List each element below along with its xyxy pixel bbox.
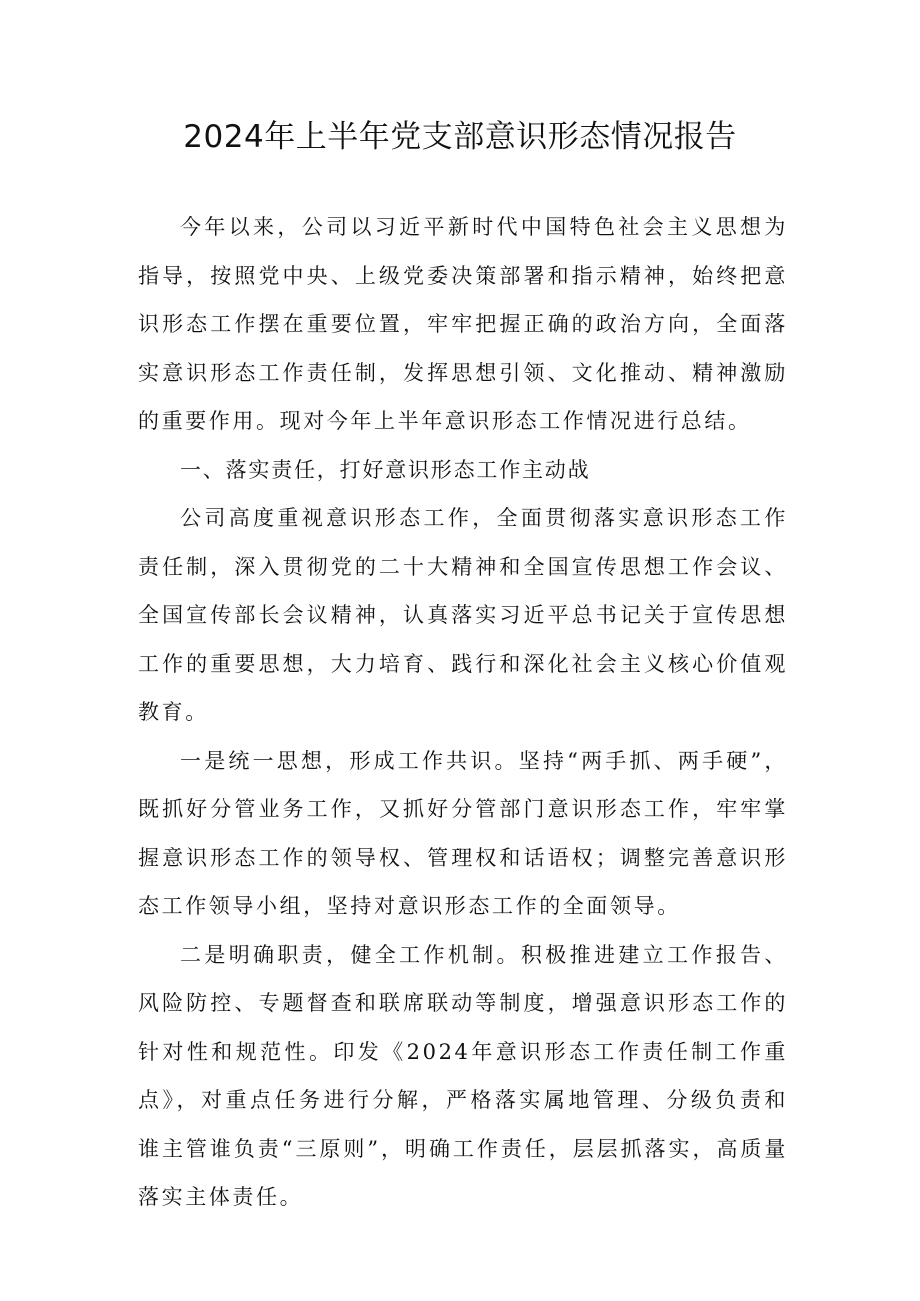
paragraph-point-1: 一是统一思想，形成工作共识。坚持“两手抓、两手硬”，既抓好分管业务工作，又抓好分管部门意识形态工作，牢牢掌握意识形态工作的领导权、管理权和话语权；调整完善意识形态工作领导小组，坚持对意识形态工作的全面领导。	[138, 748, 788, 918]
paragraph-section-1: 公司高度重视意识形态工作，全面贯彻落实意识形态工作责任制，深入贯彻党的二十大精神和全国宣传思想工作会议、全国宣传部长会议精神，认真落实习近平总书记关于宣传思想工作的重要思想，大力培育、践行和深化社会主义核心价值观教育。	[138, 506, 788, 724]
section-heading-1: 一、落实责任，打好意识形态工作主动战	[180, 457, 591, 482]
paragraph-point-2: 二是明确职责，健全工作机制。积极推进建立工作报告、风险防控、专题督查和联席联动等制度，增强意识形态工作的针对性和规范性。印发《2024年意识形态工作责任制工作重点》，对重点任务进行分解，严格落实属地管理、分级负责和谁主管谁负责“三原则”，明确工作责任，层层抓落实，高质量落实主体责任。	[138, 942, 788, 1209]
document-title: 2024年上半年党支部意识形态情况报告	[183, 119, 737, 155]
paragraph-intro: 今年以来，公司以习近平新时代中国特色社会主义思想为指导，按照党中央、上级党委决策部署和指示精神，始终把意识形态工作摆在重要位置，牢牢把握正确的政治方向，全面落实意识形态工作责任制，发挥思想引领、文化推动、精神激励的重要作用。现对今年上半年意识形态工作情况进行总结。	[138, 215, 788, 433]
document-body	[138, 203, 788, 1222]
